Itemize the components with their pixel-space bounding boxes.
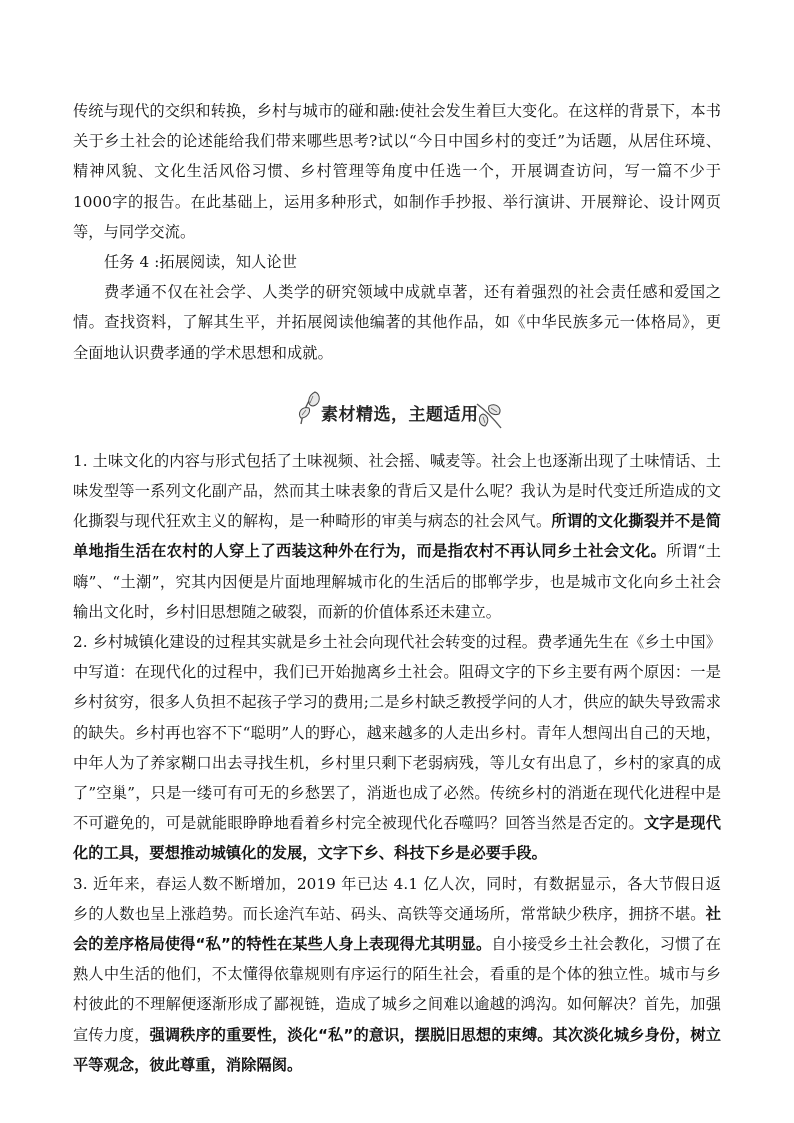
item-3-plain-2: 自小接受乡土社会教化，习惯了在熟人中生活的他们，不太懂得依靠规则有序运行的陌生社会，看重的是个体的独立性。城市与乡村彼此的不理解便逐渐形成了鄙视链，造成了城乡之间难以逾越的鸿沟。如何解决？首先，加强宣传力度， xyxy=(73,935,722,1044)
item-3-text xyxy=(73,869,721,1080)
item-1-bold-1: 所谓的文化撕裂并不是简单地指生活在农村的人穿上了西装这种外在行为，而是指农村不再认同乡土社会文化。 xyxy=(73,512,721,561)
task4-heading: 任务 4 :拓展阅读，知人论世 xyxy=(104,253,297,272)
item-3-bold-1: 社会的差序格局使得“私”的特性在某些人身上表现得尤其明显。 xyxy=(73,904,721,954)
document-body xyxy=(73,96,721,1080)
task4-paragraph: 费孝通不仅在社会学、人类学的研究领域中成就卓著，还有着强烈的社会责任感和爱国之情。查找资料，了解其生平，并拓展阅读他编著的其他作品，如《中华民族多元一体格局》，更全面地认识费孝通的学术思想和成就。 xyxy=(73,283,721,362)
section-title: 素材精选，主题适用 xyxy=(321,404,479,425)
item-2-bold-1: 文字是现代化的工具，要想推动城镇化的发展，文字下乡、科技下乡是必要手段。 xyxy=(73,814,721,863)
item-2-text xyxy=(73,627,721,869)
list-item xyxy=(73,869,721,1080)
list-item xyxy=(73,446,721,627)
item-1-plain-2: 所谓“土嗨”、“土潮”，究其内因便是片面地理解城市化的生活后的邯郸学步，也是城市文化向乡土社会输出文化时，乡村旧思想随之破裂，而新的价值体系还未建立。 xyxy=(73,542,721,621)
item-3-plain-1: 3. 近年来，春运人数不断增加，2019 年已达 4.1 亿人次，同时，有数据显示，各大节假日返乡的人数也呈上涨趋势。而长途汽车站、码头、高铁等交通场所，常常缺少秩序，拥挤不堪。 xyxy=(73,874,721,923)
intro-paragraph: 传统与现代的交织和转换，乡村与城市的碰和融:使社会发生着巨大变化。在这样的背景下，本书关于乡土社会的论述能给我们带来哪些思考?试以“今日中国乡村的变迁”为话题，从居住环境、精神风貌、文化生活风俗习惯、乡村管理等角度中任选一个，开展调查访问，写一篇不少于1000字的报告。在此基础上，运用多种形式，如制作手抄报、举行演讲、开展辩论、设计网页等，与同学交流。 xyxy=(73,102,721,241)
item-2-plain-1: 2. 乡村城镇化建设的过程其实就是乡土社会向现代社会转变的过程。费孝通先生在《乡土中国》中写道：在现代化的过程中，我们已开始抛离乡土社会。阻碍文字的下乡主要有两个原因：一是乡村贫穷，很多人负担不起孩子学习的费用;二是乡村缺乏教授学问的人才，供应的缺失导致需求的缺失。乡村再也容不下“聪明”人的野心，越来越多的人走出乡村。青年人想闯出自己的天地，中年人为了养家糊口出去寻找生机，乡村里只剩下老弱病残，等儿女有出息了，乡村的家真的成了”空巢”，只是一缕可有可无的乡愁罢了，消逝也成了必然。传统乡村的消逝在现代化进程中是不可避免的，可是就能眼睁睁地看着乡村完全被现代化吞噬吗？回答当然是否定的。 xyxy=(73,633,721,833)
leaf-right-icon xyxy=(475,398,505,432)
item-1-plain-1: 1. 土味文化的内容与形式包括了土味视频、社会摇、喊麦等。社会上也逐渐出现了土味情话、土味发型等一系列文化副产品，然而其土味表象的背后又是什么呢？我认为是时代变迁所造成的文化撕裂与现代狂欢主义的解构，是一种畸形的审美与病态的社会风气。 xyxy=(73,451,721,531)
item-1-text xyxy=(73,446,721,627)
section-banner xyxy=(73,380,721,440)
list-item xyxy=(73,627,721,869)
item-3-bold-2: 强调秩序的重要性，淡化“私”的意识，摆脱旧思想的束缚。其次淡化城乡身份，树立平等观念，彼此尊重，消除隔阂。 xyxy=(73,1025,721,1074)
